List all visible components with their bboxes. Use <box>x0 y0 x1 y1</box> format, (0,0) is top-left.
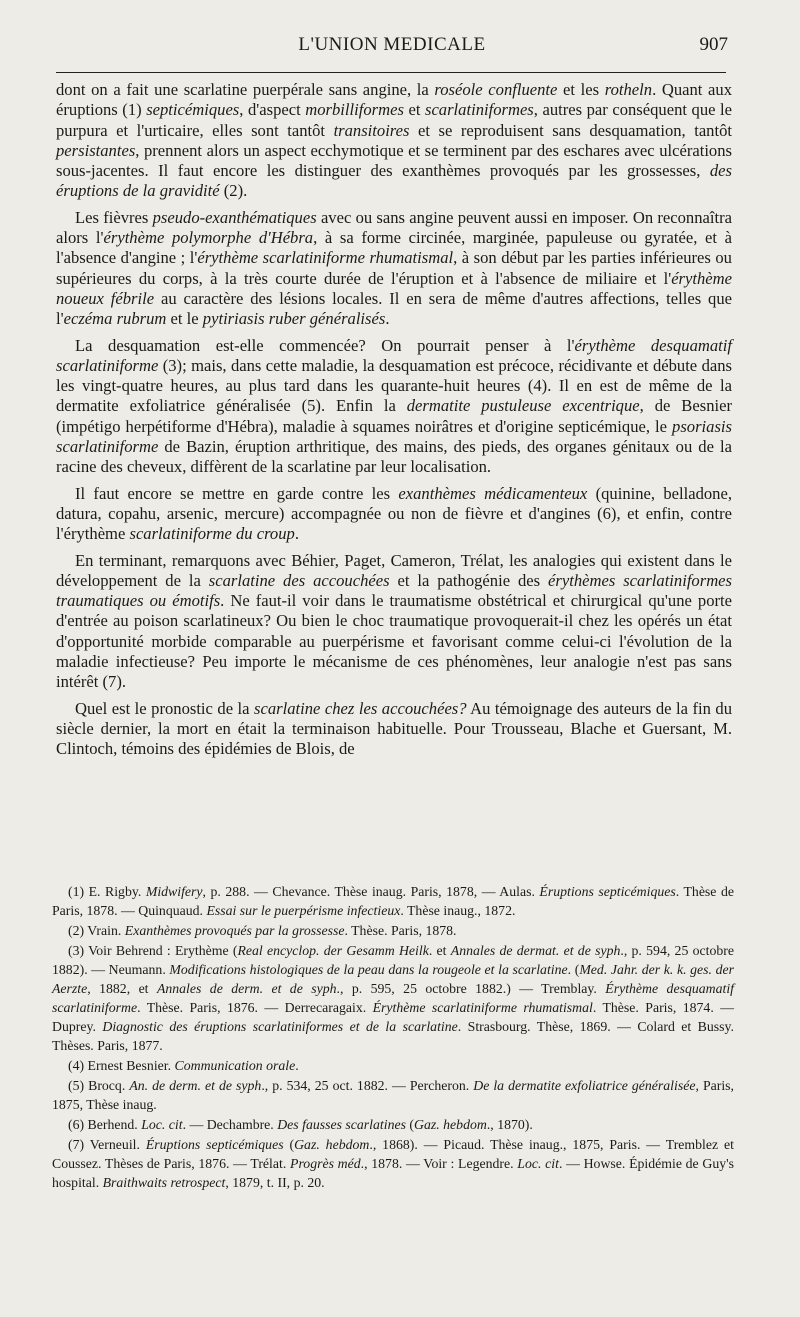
header-rule <box>56 72 726 73</box>
text-run: (6) Berhend. <box>68 1117 142 1132</box>
text-run: . Thèse. Paris, 1874. — Duprey. <box>52 1000 734 1034</box>
page-number: 907 <box>699 34 728 55</box>
text-run: En terminant, remarquons avec Béhier, Paget, Cameron, Trélat, les analogies qui existent dans le développement de la <box>56 550 732 590</box>
text-run: . <box>385 309 390 329</box>
text-run: . — Howse. Épidémie de Guy's hospital. <box>52 1156 734 1190</box>
italic-text: Midwifery <box>145 884 203 899</box>
text-run: . <box>295 1058 299 1073</box>
text-run: . Strasbourg. Thèse, 1869. — Colard et Bussy. Thèses. Paris, 1877. <box>52 1019 734 1053</box>
running-head: L'UNION MEDICALE <box>298 34 486 55</box>
paragraph <box>56 484 732 545</box>
text-run: , de Besnier (impétigo herpétiforme d'Hébra), maladie à squames noirâtres et d'origine septicémique, le <box>56 396 732 436</box>
italic-text: Gaz. hebdom <box>414 1117 487 1132</box>
italic-text: scarlatine des accouchées <box>208 570 390 590</box>
footnote <box>52 1076 734 1114</box>
body-text <box>56 80 732 766</box>
footnotes <box>52 882 734 1193</box>
paragraph <box>56 208 732 330</box>
italic-text: Exanthèmes provoqués par la grossesse <box>124 923 345 938</box>
italic-text: Annales de dermat. et de syph <box>450 943 621 958</box>
text-run: . Ne faut-il voir dans le traumatisme obstétrical et chirurgical qu'une porte d'entrée au poison scarlatineux? Ou bien le choc traumatique provoquerait-il chez les opérés un état d'opportunité morbide comparable au puerpérisme et favorisant comme celui-ci l'évolution de la maladie infectieuse? Peu importe le mécanisme de ces phénomènes, leur analogie n'est pas sans intérêt (7). <box>56 591 732 692</box>
text-run: ( <box>283 1137 295 1152</box>
paragraph <box>56 699 732 760</box>
italic-text: morbilliformes <box>305 100 404 120</box>
text-run: (1) E. Rigby. <box>68 884 146 899</box>
text-run: dont on a fait une scarlatine puerpérale sans angine, la <box>56 80 435 99</box>
text-run: (2). <box>219 181 248 201</box>
text-run: , 1879, t. II, p. 20. <box>225 1175 325 1190</box>
italic-text: septicémiques <box>146 100 240 120</box>
italic-text: Gaz. hebdom <box>294 1137 370 1152</box>
footnote <box>52 1135 734 1192</box>
text-run: (2) Vrain. <box>68 923 125 938</box>
text-run: , prennent alors un aspect ecchymotique et se terminent par des eschares avec ulcérations sous-jacentes. Il faut encore les distinguer des exanthèmes provoqués par les grossesses, <box>56 140 732 181</box>
italic-text: érythème noueux fébrile <box>56 268 732 308</box>
italic-text: scarlatiniforme du croup <box>129 524 295 544</box>
italic-text: pseudo-exanthématiques <box>152 207 317 227</box>
italic-text: scarlatiniformes <box>424 100 534 120</box>
italic-text: exanthèmes médicamenteux <box>398 483 588 503</box>
italic-text: Diagnostic des éruptions scarlatiniformes et de la scarlatine <box>102 1019 458 1034</box>
footnote <box>52 941 734 1055</box>
text-run: (3); mais, dans cette maladie, la desquamation est précoce, récidivante et débute dans les vingt-quatre heures, au plus tard dans les quarante-huit heures (4). Il en est de même de la dermatite exfoliatrice généralisée (5). Enfin la <box>56 355 732 416</box>
paragraph <box>56 80 732 202</box>
text-run: . <box>294 524 299 544</box>
italic-text: Annales de derm. et de syph <box>156 981 337 996</box>
text-run: . Thèse. Paris, 1876. — Derrecaragaix. <box>137 1000 373 1015</box>
text-run: ., p. 595, 25 octobre 1882.) — Tremblay. <box>336 981 606 996</box>
italic-text: De la dermatite exfoliatrice généralisée <box>473 1078 696 1093</box>
text-run: et se reproduisent sans desquamation, tantôt <box>409 120 732 140</box>
italic-text: Éruptions septicémiques <box>145 1137 284 1152</box>
text-run: . Thèse. Paris, 1878. <box>344 923 457 938</box>
text-run: (4) Ernest Besnier. <box>68 1058 175 1073</box>
text-run: et la pathogénie des <box>389 570 549 590</box>
italic-text: Érythème scarlatiniforme rhumatismal <box>372 1000 593 1015</box>
italic-text: Loc. cit <box>141 1117 183 1132</box>
text-run: , autres par conséquent que le purpura et l'urticaire, elles sont tantôt <box>56 100 733 140</box>
italic-text: transitoires <box>333 120 410 140</box>
text-run: . Thèse inaug., 1872. <box>400 903 516 918</box>
text-run: ., 1878. — Voir : Legendre. <box>360 1156 518 1171</box>
text-run: ., p. 534, 25 oct. 1882. — Percheron. <box>261 1078 474 1093</box>
italic-text: érythème desquamatif scarlatiniforme <box>56 335 732 375</box>
italic-text: Real encyclop. der Gesamm Heilk <box>237 943 429 958</box>
footnote <box>52 1056 734 1075</box>
footnote <box>52 921 734 940</box>
text-run: . et <box>428 943 451 958</box>
text-run: (7) Verneuil. <box>68 1137 146 1152</box>
text-run: (3) Voir Behrend : Erythème ( <box>68 943 238 958</box>
text-run: Quel est le pronostic de la <box>75 698 255 718</box>
footnote <box>52 1115 734 1134</box>
text-run: et le <box>166 309 203 329</box>
italic-text: roséole confluente <box>434 80 558 99</box>
text-run: , 1882, et <box>87 981 157 996</box>
text-run: . — Dechambre. <box>182 1117 278 1132</box>
italic-text: pytiriasis ruber généralisés <box>202 309 386 329</box>
text-run: au caractère des lésions locales. Il en sera de même d'autres affections, telles que l' <box>56 288 732 329</box>
italic-text: érythèmes scarlatiniformes traumatiques ou émotifs <box>56 570 732 611</box>
italic-text: Essai sur le puerpérisme infectieux <box>206 903 401 918</box>
text-run: Au témoignage des auteurs de la fin du siècle dernier, la mort en était la terminaison habituelle. Pour Trousseau, Blache et Guersant, M. Clintoch, témoins des épidémies de Blois, de <box>56 698 733 759</box>
italic-text: scarlatine chez les accouchées? <box>254 698 467 718</box>
text-run: et les <box>557 80 605 99</box>
italic-text: érythème scarlatiniforme rhumatismal <box>197 248 454 268</box>
italic-text: rotheln <box>604 80 653 99</box>
text-run: , à son début par les parties inférieures ou supérieures du corps, à la très courte durée de l'éruption et à l'absence de miliaire et l' <box>56 248 732 288</box>
paragraph <box>56 336 732 478</box>
italic-text: persistantes <box>56 140 136 160</box>
text-run: , p. 288. — Chevance. Thèse inaug. Paris, 1878, — Aulas. <box>202 884 540 899</box>
text-run: . Quant aux éruptions (1) <box>56 80 732 120</box>
italic-text: Braithwaits retrospect <box>102 1175 226 1190</box>
text-run: de Bazin, éruption arthritique, des mains, des pieds, des organes génitaux ou de la racine des cheveux, diffèrent de la scarlatine par leur localisation. <box>56 437 732 477</box>
italic-text: Des fausses scarlatines <box>277 1117 406 1132</box>
text-run: . Thèse de Paris, 1878. — Quinquaud. <box>52 884 734 918</box>
text-run: Les fièvres <box>75 207 153 227</box>
text-run: et <box>403 100 425 120</box>
italic-text: Progrès méd <box>290 1156 361 1171</box>
italic-text: psoriasis scarlatiniforme <box>56 416 732 457</box>
text-run: La desquamation est-elle commencée? On pourrait penser à l' <box>75 335 575 355</box>
italic-text: An. de derm. et de syph <box>129 1078 262 1093</box>
text-run: , à sa forme circinée, marginée, papuleuse ou gyratée, et à l'absence d'angine ; l' <box>56 228 732 268</box>
italic-text: érythème polymorphe d'Hébra <box>103 228 314 248</box>
page-header <box>56 34 728 70</box>
text-run: ., 1870). <box>486 1117 533 1132</box>
text-run: ., p. 594, 25 octobre 1882). — Neumann. <box>52 943 734 977</box>
text-run: ., 1868). — Picaud. Thèse inaug., 1875, Paris. — Tremblez et Coussez. Thèses de Paris, 1876. — Trélat. <box>52 1137 734 1171</box>
italic-text: eczéma rubrum <box>63 309 167 329</box>
italic-text: dermatite pustuleuse excentrique <box>406 396 640 416</box>
text-run: . ( <box>567 962 580 977</box>
text-run: avec ou sans angine peuvent aussi en imposer. On reconnaîtra alors l' <box>56 207 732 248</box>
text-run: Il faut encore se mettre en garde contre les <box>75 483 399 503</box>
text-run: , Paris, 1875, Thèse inaug. <box>52 1078 734 1112</box>
italic-text: Érythème desquamatif scarlatiniforme <box>52 981 735 1015</box>
text-run: (5) Brocq. <box>68 1078 130 1093</box>
paragraph <box>56 551 732 693</box>
italic-text: Communication orale <box>174 1058 296 1073</box>
italic-text: des éruptions de la gravidité <box>56 161 732 201</box>
italic-text: Modifications histologiques de la peau dans la rougeole et la scarlatine <box>169 962 568 977</box>
italic-text: Med. Jahr. der k. k. ges. der Aerzte <box>52 962 734 996</box>
text-run: (quinine, belladone, datura, copahu, arsenic, mercure) accompagnée ou non de fièvre et d'angines (6), et enfin, contre l'érythème <box>56 483 732 544</box>
footnote <box>52 882 734 920</box>
italic-text: Éruptions septicémiques <box>539 884 676 899</box>
text-run: ( <box>405 1117 415 1132</box>
text-run: , d'aspect <box>239 100 306 120</box>
italic-text: Loc. cit <box>517 1156 559 1171</box>
